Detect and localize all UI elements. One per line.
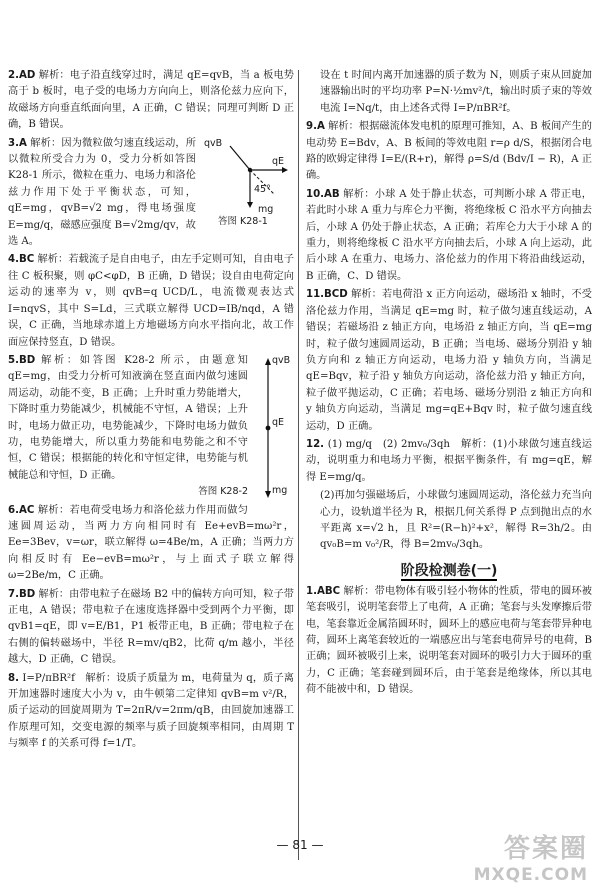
answer-text: 解析：带电物体有吸引轻小物体的性质，带电的圆环被笔套吸引，说明笔套带上了电荷，A 正确；笔套与头发摩擦后带电，笔套靠近金属箔圆环时，圆环上的感应电荷与笔套带异种电荷，圆环上离笔套较近的一端感应出与笔套电荷异号的电荷，B 正确；圆环被吸引上来，说明笔套对圆环的吸引力大于圆环的重力，C 正确；笔套碰到圆环后，由于笔套是绝缘体，所以其电荷不能被中和，D 错误。 <box>306 585 592 696</box>
answer-2 <box>8 68 294 134</box>
answer-11 <box>306 287 592 435</box>
watermark-logo <box>474 828 588 885</box>
answer-8-continued <box>306 68 592 117</box>
answer-6 <box>8 503 294 585</box>
answer-4 <box>8 252 294 350</box>
answer-number: 3.A <box>8 137 27 149</box>
answer-text: 解析：若电荷沿 x 正方向运动，磁场沿 x 轴时，不受洛伦兹力作用，当满足 qE=mg 时，粒子做匀速直线运动，A 错误；若磁场沿 z 轴正方向，电场沿 z 轴正方向，当 qE=mg 时，粒子做匀速圆周运动，B 正确；当电场、磁场分别沿 y 轴负方向和 z 轴正方向运动，电场力沿 y 轴负方向，当满足 qE=Bqv，粒子沿 y 轴负方向运动，洛伦兹力沿 y 轴正方向，粒子做平抛运动，C 正确；若电场、磁场分别沿 z 轴正方向和 y 轴负方向运动，当满足 mg=qE+Bqv 时，粒子做匀速直线运动，D 正确。 <box>306 289 592 432</box>
section-title-text: 阶段检测卷(一) <box>400 562 498 579</box>
answer-text: 解析：如答图 K28-2 所示，由题意知 qE=mg，由受力分析可知液滴在竖直面内做匀速圆周运动，动能不变，B 正确；上升时重力势能增大，下降时重力势能减少，机械能不守恒，A 错误；上升时，电场力做正功，电势能减少，下降时电场力做负功，电势能增大，所以重力势能和电势能之和不守恒，C 错误；根据能的转化和守恒定律，电势能与机械能总和守恒，D 正确。 <box>8 354 248 481</box>
answer-number: 10.AB <box>306 188 340 200</box>
column-divider <box>298 70 299 860</box>
answer-text: I=P/πBR²f 解析：设质子质量为 m，电荷量为 q，质子离开加速器时速度大小为 v，由牛顿第二定律知 qvB=m v²/R，质子运动的回旋周期为 T=2πR/v=2πm/qB，由回旋加速器工作原理可知，交变电源的频率与质子回旋频率相同，由周期 T 与频率 f 的关系可得 f=1/T。 <box>8 672 294 750</box>
answer-3 <box>8 136 294 251</box>
answer-number: 2.AD <box>8 70 36 81</box>
answer-5 <box>8 353 294 501</box>
watermark-text: 答案圈 <box>503 834 588 864</box>
answer-number: 12. <box>306 438 325 450</box>
answer-text: 解析：若电荷受电场力和洛伦兹力作用而做匀速圆周运动，当两力方向相同时有 Ee+evB=mω²r，Ee=3Bev，v=ωr，联立解得 ω=4Be/m，A 正确；当两力方向相反时有 Ee−evB=mω²r，与上面式子联立解得 ω=2Be/m，C 正确。 <box>8 504 294 582</box>
label-qvb: qvB <box>204 137 223 149</box>
answer-text: (1) mg/q (2) 2mv₀/3qh 解析：(1)小球做匀速直线运动，说明重力和电场力平衡，根据平衡条件，有 mg=qE，解得 E=mg/q。 <box>306 438 592 483</box>
answer-text: (2)再加匀强磁场后，小球做匀速圆周运动，洛伦兹力充当向心力，设轨道半径为 R，根据几何关系得 P 点到抛出点的水平距离 x=√2 h，且 R²=(R−h)²+x²，解得 R=3h/2。由 qv₀B=m v₀²/R，得 B=2mv₀/3qh。 <box>320 490 592 551</box>
section-answer-1 <box>306 584 592 699</box>
figure-caption: 答图 K28-1 <box>218 215 268 227</box>
answer-number: 5.BD <box>8 354 36 366</box>
answer-9 <box>306 119 592 185</box>
answer-text: 解析：电子沿直线穿过时，满足 qE=qvB，当 a 板电势高于 b 板时，电子受的电场力方向向上，则洛伦兹力应向下，故磁场方向垂直纸面向里，A 正确，C 错误；同理可判断 D 正确，B 错误。 <box>8 70 294 131</box>
answer-text: 解析：小球 A 处于静止状态，可判断小球 A 带正电，若此时小球 A 重力与库仑力平衡，将绝缘板 C 沿水平方向抽去后，小球 A 仍处于静止状态，A 正确；若库仑力大于小球 A 的重力，则将绝缘板 C 沿水平方向抽去后，小球 A 向上运动，此后小球 A 在重力、电场力、洛伦兹力的作用下将沿曲线运动，B 正确，C、D 错误。 <box>306 188 592 282</box>
answer-text: 解析：由带电粒子在磁场 B2 中的偏转方向可知，粒子带正电，A 错误；带电粒子在速度选择器中受到两个力平衡，即 qvB1=qE，即 v=E/B1，P1 板带正电，B 正确；带电粒子在右侧的偏转磁场中，半径 R=mv/qB2，比荷 q/m 越小，半径越大，D 正确，C 错误。 <box>8 588 294 666</box>
answer-12 <box>306 437 592 486</box>
answer-number: 7.BD <box>8 588 36 600</box>
right-column <box>306 68 592 701</box>
answer-number: 8. <box>8 672 19 684</box>
answer-number: 11.BCD <box>306 289 348 301</box>
label-qvb: qvB <box>272 354 291 366</box>
answer-12-part2 <box>306 488 592 554</box>
label-mg: mg <box>272 484 288 496</box>
answer-number: 4.BC <box>8 254 35 266</box>
figure-caption: 答图 K28-2 <box>198 486 248 498</box>
answer-text: 解析：根据磁流体发电机的原理可推知，A、B 板间产生的电动势 E=Bdv，A、B 板间的等效电阻 r=ρ d/S，根据闭合电路的欧姆定律得 I=E/(R+r)，解得 ρ=S/d (Bdv/I − R)，A 正确。 <box>306 121 592 182</box>
answer-number: 9.A <box>306 121 325 133</box>
answer-number: 6.AC <box>8 504 35 516</box>
answer-text: 解析：若载流子是自由电子，由左手定则可知，自由电子往 C 板积聚，则 φC<φD，B 正确，D 错误；设自由电荷定向运动的速率为 v，则 qvB=q UCD/L，电流微观表达式 I=nqvS，其中 S=Ld，三式联立解得 UCD=IB/nqd，A 错误，C 正确，当地球赤道上方地磁场方向水平指向北，故工作面应保持竖直，D 错误。 <box>8 254 295 348</box>
label-qe: qE <box>272 155 285 167</box>
label-angle: 45° <box>254 183 271 195</box>
answer-number: 1.ABC <box>306 585 341 597</box>
figure-k28-2 <box>254 353 294 513</box>
watermark-url: MXQE.COM <box>473 865 588 885</box>
page-number: — 81 — <box>276 838 324 852</box>
left-column <box>8 68 294 755</box>
answer-8 <box>8 671 294 753</box>
label-qe: qE <box>272 416 285 428</box>
answer-text: 解析：因为微粒做匀速直线运动，所以微粒所受合力为 0，受力分析如答图 K28-1 所示，微粒在重力、电场力和洛伦兹力作用下处于平衡状态，可知，qE=mg，qvB=√2 mg，得电场强度 E=mg/q，磁感应强度 B=√2mg/qv，故选 A。 <box>8 137 196 248</box>
answer-text: 设在 t 时间内离开加速器的质子数为 N，则质子束从回旋加速器输出时的平均功率 P=N·½mv²/t，输出时质子束的等效电流 I=Nq/t，由上述各式得 I=P/πBR²f。 <box>320 70 592 114</box>
section-title <box>306 560 592 580</box>
answer-7 <box>8 587 294 669</box>
answer-10 <box>306 187 592 285</box>
figure-k28-1 <box>202 136 294 226</box>
label-mg: mg <box>258 203 274 215</box>
